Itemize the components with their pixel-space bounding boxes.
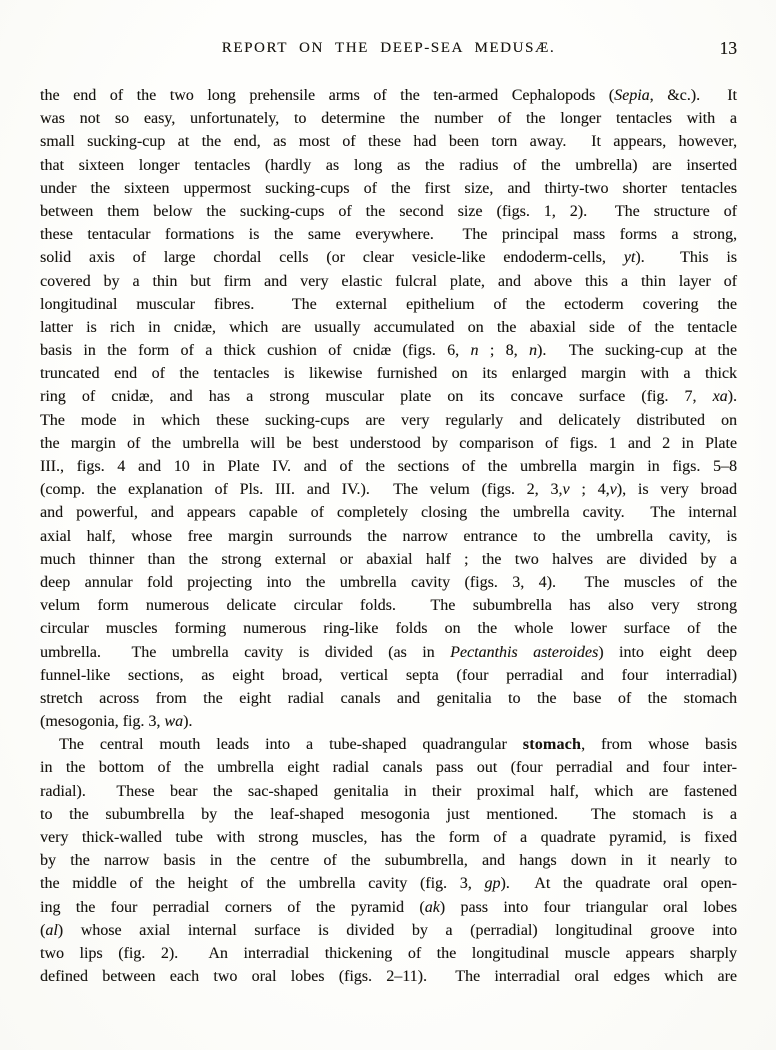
text-line: axial half, whose free margin surrounds the narrow entrance to the umbrella cavity, is [40,527,737,545]
text-line: truncated end of the tentacles is likewise furnished on its enlarged margin with a thick [40,365,737,383]
text-line: (mesogonia, fig. 3, wa). [40,713,193,731]
running-header [40,40,737,62]
page-number: 13 [719,38,737,58]
text-line: latter is rich in cnidæ, which are usually accumulated on the abaxial side of the tentacle [40,318,737,336]
text-line: radial). These bear the sac-shaped genitalia in their proximal half, which are fastened [40,782,737,800]
text-line: and powerful, and appears capable of completely closing the umbrella cavity. The internal [40,504,737,522]
text-line: much thinner than the strong external or abaxial half ; the two halves are divided by a [40,550,737,568]
text-line: the margin of the umbrella will be best understood by comparison of figs. 1 and 2 in Plate [40,434,737,452]
text-line: basis in the form of a thick cushion of cnidæ (figs. 6, n ; 8, n). The sucking-cup at the [40,342,738,360]
text-line: in the bottom of the umbrella eight radial canals pass out (four perradial and four inter- [40,759,737,777]
text-line: was not so easy, unfortunately, to determine the number of the longer tentacles with a [40,110,737,128]
text-line: by the narrow basis in the centre of the subumbrella, and hangs down in it nearly to [40,852,737,870]
text-line: small sucking-cup at the end, as most of these had been torn away. It appears, however, [40,133,737,151]
text-line: The mode in which these sucking-cups are very regularly and delicately distributed on [40,411,737,429]
page-body [40,84,737,988]
text-line: ing the four perradial corners of the pyramid (ak) pass into four triangular oral lobes [40,898,737,916]
text-line: (al) whose axial internal surface is divided by a (perradial) longitudinal groove into [40,921,737,939]
text-line: covered by a thin but firm and very elastic fulcral plate, and above this a thin layer of [40,272,737,290]
text-line: The central mouth leads into a tube-shaped quadrangular stomach, from whose basis [59,736,738,754]
text-line: umbrella. The umbrella cavity is divided (as in Pectanthis asteroides) into eight deep [40,643,737,661]
text-line: under the sixteen uppermost sucking-cups of the first size, and thirty-two shorter tentacles [40,179,737,197]
text-line: velum form numerous delicate circular folds. The subumbrella has also very strong [40,597,737,615]
text-line: between them below the sucking-cups of the second size (figs. 1, 2). The structure of [40,202,737,220]
text-line: circular muscles forming numerous ring-like folds on the whole lower surface of the [40,620,737,638]
text-line: longitudinal muscular fibres. The external epithelium of the ectoderm covering the [40,295,737,313]
text-line: ring of cnidæ, and has a strong muscular plate on its concave surface (fig. 7, xa). [40,388,737,406]
text-line: III., figs. 4 and 10 in Plate IV. and of the sections of the umbrella margin in figs. 5–8 [40,458,737,475]
text-line: two lips (fig. 2). An interradial thickening of the longitudinal muscle appears sharply [40,944,737,962]
text-line: deep annular fold projecting into the umbrella cavity (figs. 3, 4). The muscles of the [40,573,737,591]
text-line: very thick-walled tube with strong muscles, has the form of a quadrate pyramid, is fixed [40,829,737,846]
text-line: these tentacular formations is the same everywhere. The principal mass forms a strong, [40,226,737,244]
text-line: the middle of the height of the umbrella cavity (fig. 3, gp). At the quadrate oral open- [40,875,738,893]
text-line: defined between each two oral lobes (figs. 2–11). The interradial oral edges which are [40,968,737,986]
text-line: (comp. the explanation of Pls. III. and IV.). The velum (figs. 2, 3,v ; 4,v), is very broad [40,481,738,499]
page-title: REPORT ON THE DEEP-SEA MEDUSÆ. [221,40,556,56]
text-line: stretch across from the eight radial canals and genitalia to the base of the stomach [40,689,737,707]
text-line: funnel-like sections, as eight broad, vertical septa (four perradial and four interradial) [40,666,737,684]
text-line: that sixteen longer tentacles (hardly as long as the radius of the umbrella) are inserted [40,156,737,174]
text-line: to the subumbrella by the leaf-shaped mesogonia just mentioned. The stomach is a [40,805,737,823]
text-line: solid axis of large chordal cells (or clear vesicle-like endoderm-cells, yt). This is [40,249,738,267]
text-line: the end of the two long prehensile arms of the ten-armed Cephalopods (Sepia, &c.). It [40,87,737,104]
